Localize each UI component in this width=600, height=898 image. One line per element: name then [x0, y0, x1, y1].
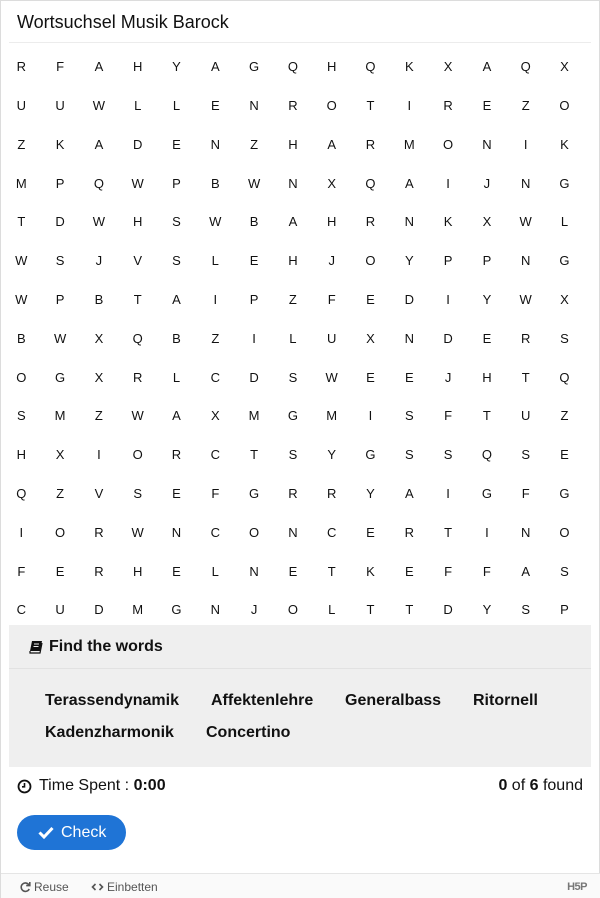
grid-cell[interactable]: T	[366, 98, 375, 113]
grid-cell[interactable]: B	[94, 292, 104, 307]
grid-cell[interactable]: R	[443, 98, 453, 113]
title-divider	[9, 42, 591, 43]
grid-cell[interactable]: Q	[365, 175, 376, 191]
grid-cell[interactable]: Q	[365, 59, 376, 75]
grid-cell[interactable]: Z	[56, 486, 65, 501]
grid-cell[interactable]: O	[443, 136, 454, 152]
word-item: Ritornell	[473, 692, 538, 709]
grid-cell[interactable]: O	[559, 98, 570, 113]
grid-cell[interactable]: A	[94, 59, 104, 75]
grid-cell[interactable]: R	[327, 486, 337, 501]
grid-cell[interactable]: N	[171, 524, 182, 540]
grid-cell[interactable]: H	[133, 563, 143, 579]
grid-cell[interactable]: I	[446, 175, 450, 191]
grid-cell[interactable]: H	[133, 59, 143, 75]
grid-cell[interactable]: N	[521, 524, 531, 540]
code-icon	[91, 881, 104, 893]
grid-cell[interactable]: M	[326, 408, 338, 424]
grid-cell[interactable]: N	[249, 563, 259, 579]
grid-cell[interactable]: S	[133, 486, 143, 501]
grid-cell[interactable]: X	[327, 175, 337, 191]
grid-cell[interactable]: S	[55, 253, 65, 269]
grid-cell[interactable]: T	[327, 563, 336, 579]
grid-cell[interactable]: A	[521, 563, 531, 579]
grid-cell[interactable]: O	[559, 524, 570, 540]
grid-cell[interactable]: I	[19, 524, 24, 540]
grid-cell[interactable]: E	[249, 253, 259, 269]
grid-cell[interactable]: T	[250, 447, 259, 463]
grid-cell[interactable]: N	[521, 175, 531, 191]
grid-cell[interactable]: J	[95, 253, 103, 269]
grid-cell[interactable]: L	[560, 214, 569, 230]
grid-cell[interactable]: K	[366, 563, 375, 579]
h5p-logo: H5P	[567, 881, 587, 893]
grid-cell[interactable]: Q	[481, 447, 492, 463]
grid-cell[interactable]: E	[288, 563, 298, 579]
grid-cell[interactable]: R	[521, 330, 531, 346]
grid-cell[interactable]: W	[15, 292, 28, 307]
grid-cell[interactable]: F	[56, 59, 65, 75]
grid-cell[interactable]: G	[249, 59, 260, 75]
grid-cell[interactable]: Y	[172, 59, 181, 75]
time-spent-value: 0:00	[133, 777, 166, 794]
grid-cell[interactable]: X	[443, 59, 453, 75]
grid-cell[interactable]: L	[328, 602, 336, 618]
grid-cell[interactable]: Y	[404, 253, 414, 269]
grid-cell[interactable]: X	[560, 292, 569, 307]
grid-cell[interactable]: O	[55, 524, 66, 540]
grid-cell[interactable]: W	[92, 98, 106, 113]
grid-cell[interactable]: E	[172, 486, 181, 501]
grid-cell[interactable]: F	[521, 486, 530, 501]
grid-cell[interactable]: G	[55, 369, 66, 385]
grid-cell[interactable]: P	[249, 292, 259, 307]
grid-cell[interactable]: D	[133, 136, 143, 152]
grid-cell[interactable]: K	[560, 136, 569, 152]
grid-cell[interactable]: X	[482, 214, 492, 230]
grid-cell[interactable]: X	[94, 369, 104, 385]
grid-cell[interactable]: L	[134, 98, 142, 113]
grid-cell[interactable]: A	[482, 59, 492, 75]
grid-cell[interactable]: R	[288, 98, 298, 113]
found-count: 0	[498, 777, 508, 794]
reuse-icon	[19, 881, 31, 893]
grid-cell[interactable]: F	[444, 408, 453, 424]
grid-cell[interactable]: I	[523, 136, 528, 152]
grid-row	[1, 514, 600, 553]
grid-cell[interactable]: R	[133, 369, 143, 385]
grid-cell[interactable]: Y	[482, 602, 492, 618]
grid-cell[interactable]: U	[521, 408, 531, 424]
grid-cell[interactable]: E	[404, 563, 414, 579]
grid-cell[interactable]: J	[328, 253, 335, 269]
found-total: 6	[529, 777, 539, 794]
grid-cell[interactable]: G	[559, 175, 570, 191]
grid-row	[1, 281, 600, 320]
grid-cell[interactable]: E	[210, 98, 220, 113]
grid-cell[interactable]: Q	[93, 175, 104, 191]
grid-cell[interactable]: B	[249, 214, 259, 230]
grid-cell[interactable]: R	[94, 563, 104, 579]
reuse-label: Reuse	[34, 880, 69, 894]
grid-cell[interactable]: S	[288, 447, 298, 463]
grid-cell[interactable]: E	[482, 330, 492, 346]
grid-cell[interactable]: U	[55, 98, 65, 113]
grid-cell[interactable]: Z	[211, 330, 220, 346]
grid-cell[interactable]: F	[211, 486, 220, 501]
grid-cell[interactable]: X	[366, 330, 375, 346]
grid-row	[1, 48, 600, 87]
grid-cell[interactable]: T	[444, 524, 453, 540]
book-icon	[29, 640, 43, 654]
grid-cell[interactable]: J	[483, 175, 491, 191]
grid-cell[interactable]: R	[94, 524, 104, 540]
grid-cell[interactable]: L	[172, 369, 181, 385]
grid-cell[interactable]: S	[443, 447, 453, 463]
grid-cell[interactable]: G	[481, 486, 492, 501]
grid-cell[interactable]: H	[288, 136, 298, 152]
grid-cell[interactable]: R	[16, 59, 26, 75]
grid-cell[interactable]: W	[247, 175, 261, 191]
grid-cell[interactable]: A	[327, 136, 337, 152]
grid-cell[interactable]: W	[53, 330, 67, 346]
grid-cell[interactable]: X	[55, 447, 65, 463]
grid-cell[interactable]: N	[404, 214, 414, 230]
grid-cell[interactable]: W	[209, 214, 222, 230]
check-button-label: Check	[61, 824, 107, 841]
time-spent	[39, 777, 166, 795]
grid-cell[interactable]: R	[171, 447, 182, 463]
grid-cell[interactable]: N	[210, 136, 220, 152]
grid-cell[interactable]: T	[521, 369, 530, 385]
grid-row	[1, 436, 600, 475]
grid-cell[interactable]: N	[521, 253, 531, 269]
grid-row	[1, 165, 600, 204]
grid-cell[interactable]: E	[366, 524, 375, 540]
grid-cell[interactable]: R	[288, 486, 298, 501]
found-counter	[498, 777, 583, 795]
grid-cell[interactable]: Z	[94, 408, 103, 424]
grid-cell[interactable]: G	[249, 486, 260, 501]
grid-cell[interactable]: C	[327, 524, 337, 540]
grid-cell[interactable]: X	[560, 59, 569, 75]
grid-cell[interactable]: I	[407, 98, 412, 113]
grid-cell[interactable]: O	[16, 369, 27, 385]
grid-cell[interactable]: Y	[366, 486, 375, 501]
grid-cell[interactable]: S	[404, 408, 414, 424]
grid-cell[interactable]: G	[171, 602, 182, 618]
grid-cell[interactable]: P	[55, 292, 65, 307]
grid-cell[interactable]: W	[519, 214, 532, 230]
grid-cell[interactable]: D	[94, 602, 104, 618]
grid-cell[interactable]: S	[521, 447, 531, 463]
grid-row	[1, 475, 600, 514]
grid-cell[interactable]: V	[94, 486, 104, 501]
grid-cell[interactable]: N	[404, 330, 414, 346]
grid-cell[interactable]: M	[248, 408, 260, 424]
grid-cell[interactable]: A	[210, 59, 220, 75]
grid-cell[interactable]: K	[404, 59, 414, 75]
grid-cell[interactable]: D	[249, 369, 259, 385]
grid-cell[interactable]: E	[560, 447, 569, 463]
grid-cell[interactable]: E	[366, 369, 375, 385]
grid-cell[interactable]: M	[15, 175, 27, 191]
grid-cell[interactable]: H	[482, 369, 492, 385]
grid-cell[interactable]: N	[288, 175, 298, 191]
grid-cell[interactable]: P	[443, 253, 453, 269]
grid-cell[interactable]: S	[560, 563, 569, 579]
word-item: Affektenlehre	[211, 692, 314, 709]
grid-cell[interactable]: H	[327, 214, 337, 230]
grid-cell[interactable]: E	[404, 369, 414, 385]
grid-cell[interactable]: S	[16, 408, 26, 424]
words-panel-header	[9, 625, 591, 669]
grid-cell[interactable]: W	[15, 253, 28, 269]
grid-cell[interactable]: P	[55, 175, 65, 191]
grid-cell[interactable]: B	[16, 330, 26, 346]
check-icon	[38, 826, 54, 839]
grid-cell[interactable]: F	[17, 563, 26, 579]
grid-row	[1, 397, 600, 436]
grid-cell[interactable]: U	[16, 98, 26, 113]
grid-row	[1, 359, 600, 398]
word-item: Terassendynamik	[45, 692, 179, 709]
check-button[interactable]	[17, 815, 126, 850]
grid-cell[interactable]: Z	[560, 408, 569, 424]
grid-cell[interactable]: Z	[17, 136, 26, 152]
grid-cell[interactable]: T	[405, 602, 414, 618]
grid-cell[interactable]: D	[55, 214, 65, 230]
grid-cell[interactable]: Z	[250, 136, 259, 152]
grid-cell[interactable]: P	[172, 175, 181, 191]
time-spent-label: Time Spent :	[39, 777, 130, 794]
grid-cell[interactable]: A	[288, 214, 298, 230]
grid-cell[interactable]: N	[482, 136, 492, 152]
grid-cell[interactable]: K	[55, 136, 65, 152]
grid-cell[interactable]: E	[482, 98, 492, 113]
grid-cell[interactable]: M	[132, 602, 144, 618]
grid-cell[interactable]: N	[249, 98, 259, 113]
grid-cell[interactable]: Z	[521, 98, 530, 113]
grid-cell[interactable]: I	[446, 292, 450, 307]
grid-cell[interactable]: C	[210, 369, 220, 385]
grid-cell[interactable]: Y	[482, 292, 492, 307]
grid-cell[interactable]: P	[560, 602, 569, 618]
footer-bar	[1, 873, 600, 898]
grid-cell[interactable]: H	[133, 214, 143, 230]
embed-button[interactable]	[91, 880, 158, 894]
grid-row	[1, 126, 600, 165]
grid-cell[interactable]: O	[326, 98, 337, 113]
grid-cell[interactable]: J	[250, 602, 258, 618]
grid-row	[1, 553, 600, 592]
grid-cell[interactable]: O	[249, 524, 260, 540]
grid-cell[interactable]: T	[17, 214, 26, 230]
grid-cell[interactable]: U	[55, 602, 65, 618]
grid-cell[interactable]: I	[446, 486, 450, 501]
grid-cell[interactable]: Z	[288, 292, 297, 307]
grid-cell[interactable]: I	[97, 447, 101, 463]
grid-cell[interactable]: T	[133, 292, 142, 307]
grid-cell[interactable]: S	[560, 330, 569, 346]
grid-cell[interactable]: W	[131, 408, 144, 424]
grid-cell[interactable]: R	[365, 136, 376, 152]
grid-cell[interactable]: E	[366, 292, 375, 307]
grid-cell[interactable]: L	[289, 330, 297, 346]
grid-cell[interactable]: G	[365, 447, 376, 463]
word-item: Generalbass	[345, 692, 442, 709]
grid-cell[interactable]: A	[404, 175, 414, 191]
grid-cell[interactable]: A	[94, 136, 104, 152]
grid-cell[interactable]: S	[404, 447, 414, 463]
grid-cell[interactable]: U	[327, 330, 337, 346]
grid-cell[interactable]: N	[210, 602, 220, 618]
grid-cell[interactable]: H	[327, 59, 337, 75]
grid-cell[interactable]: A	[404, 486, 414, 501]
embed-label: Einbetten	[107, 880, 158, 894]
words-panel	[9, 625, 591, 767]
words-panel-title: Find the words	[49, 638, 163, 655]
grid-cell[interactable]: H	[16, 447, 26, 463]
grid-cell[interactable]: M	[54, 408, 66, 424]
grid-cell[interactable]: X	[210, 408, 220, 424]
grid-cell[interactable]: P	[482, 253, 492, 269]
grid-cell[interactable]: H	[288, 253, 298, 269]
grid-cell[interactable]: V	[133, 253, 143, 269]
grid-cell[interactable]: B	[210, 175, 220, 191]
grid-row	[1, 203, 600, 242]
grid-cell[interactable]: R	[365, 214, 376, 230]
grid-cell[interactable]: F	[482, 563, 491, 579]
grid-cell[interactable]: C	[16, 602, 26, 618]
clock-icon	[17, 779, 32, 794]
grid-cell[interactable]: O	[365, 253, 376, 269]
grid-cell[interactable]: I	[485, 524, 489, 540]
grid-cell[interactable]: W	[325, 369, 338, 385]
grid-cell[interactable]: W	[519, 292, 532, 307]
grid-cell[interactable]: L	[211, 253, 219, 269]
grid-cell[interactable]: W	[131, 524, 144, 540]
grid-cell[interactable]: F	[444, 563, 453, 579]
grid-cell[interactable]: R	[404, 524, 414, 540]
grid-cell[interactable]: T	[366, 602, 375, 618]
grid-cell[interactable]: S	[288, 369, 298, 385]
grid-row	[1, 320, 600, 359]
reuse-button[interactable]	[19, 880, 69, 894]
grid-cell[interactable]: O	[132, 447, 143, 463]
grid-cell[interactable]: Q	[520, 59, 531, 75]
grid-cell[interactable]: Q	[559, 369, 570, 385]
grid-cell[interactable]: Y	[327, 447, 337, 463]
grid-cell[interactable]: E	[55, 563, 65, 579]
word-item: Kadenzharmonik	[45, 724, 174, 741]
grid-cell[interactable]: K	[443, 214, 453, 230]
grid-cell[interactable]: I	[252, 330, 256, 346]
grid-cell[interactable]: E	[172, 563, 181, 579]
grid-cell[interactable]: E	[172, 136, 181, 152]
grid-cell[interactable]: J	[444, 369, 452, 385]
grid-cell[interactable]: Q	[287, 59, 298, 75]
grid-row	[1, 87, 600, 126]
grid-cell[interactable]: S	[521, 602, 531, 618]
grid-cell[interactable]: T	[482, 408, 491, 424]
grid-cell[interactable]: D	[443, 602, 453, 618]
grid-cell[interactable]: L	[211, 563, 219, 579]
grid-cell[interactable]: W	[131, 175, 144, 191]
grid-cell[interactable]: Q	[132, 330, 143, 346]
grid-cell[interactable]: S	[172, 253, 181, 269]
grid-cell[interactable]: I	[213, 292, 218, 307]
found-of: of	[511, 777, 526, 794]
grid-cell[interactable]: L	[172, 98, 181, 113]
word-item: Concertino	[206, 724, 291, 741]
grid-cell[interactable]: Q	[16, 486, 27, 501]
grid-cell[interactable]: S	[172, 214, 181, 230]
found-label: found	[542, 777, 583, 794]
grid-cell[interactable]: W	[92, 214, 106, 230]
grid-cell[interactable]: A	[172, 292, 181, 307]
grid-cell[interactable]: C	[210, 447, 220, 463]
grid-cell[interactable]: D	[443, 330, 453, 346]
grid-cell[interactable]: D	[404, 292, 414, 307]
grid-cell[interactable]: O	[287, 602, 298, 618]
grid-cell[interactable]: B	[172, 330, 181, 346]
grid-cell[interactable]: C	[210, 524, 220, 540]
grid-cell[interactable]: G	[559, 486, 570, 501]
grid-cell[interactable]: G	[287, 408, 298, 424]
grid-cell[interactable]: N	[288, 524, 298, 540]
grid-row	[1, 242, 600, 281]
grid-cell[interactable]: G	[559, 253, 570, 269]
page-title: Wortsuchsel Musik Barock	[17, 12, 229, 32]
grid-cell[interactable]: M	[403, 136, 415, 152]
grid-cell[interactable]: I	[368, 408, 373, 424]
grid-cell[interactable]: X	[94, 330, 104, 346]
grid-cell[interactable]: F	[327, 292, 336, 307]
grid-cell[interactable]: A	[172, 408, 181, 424]
